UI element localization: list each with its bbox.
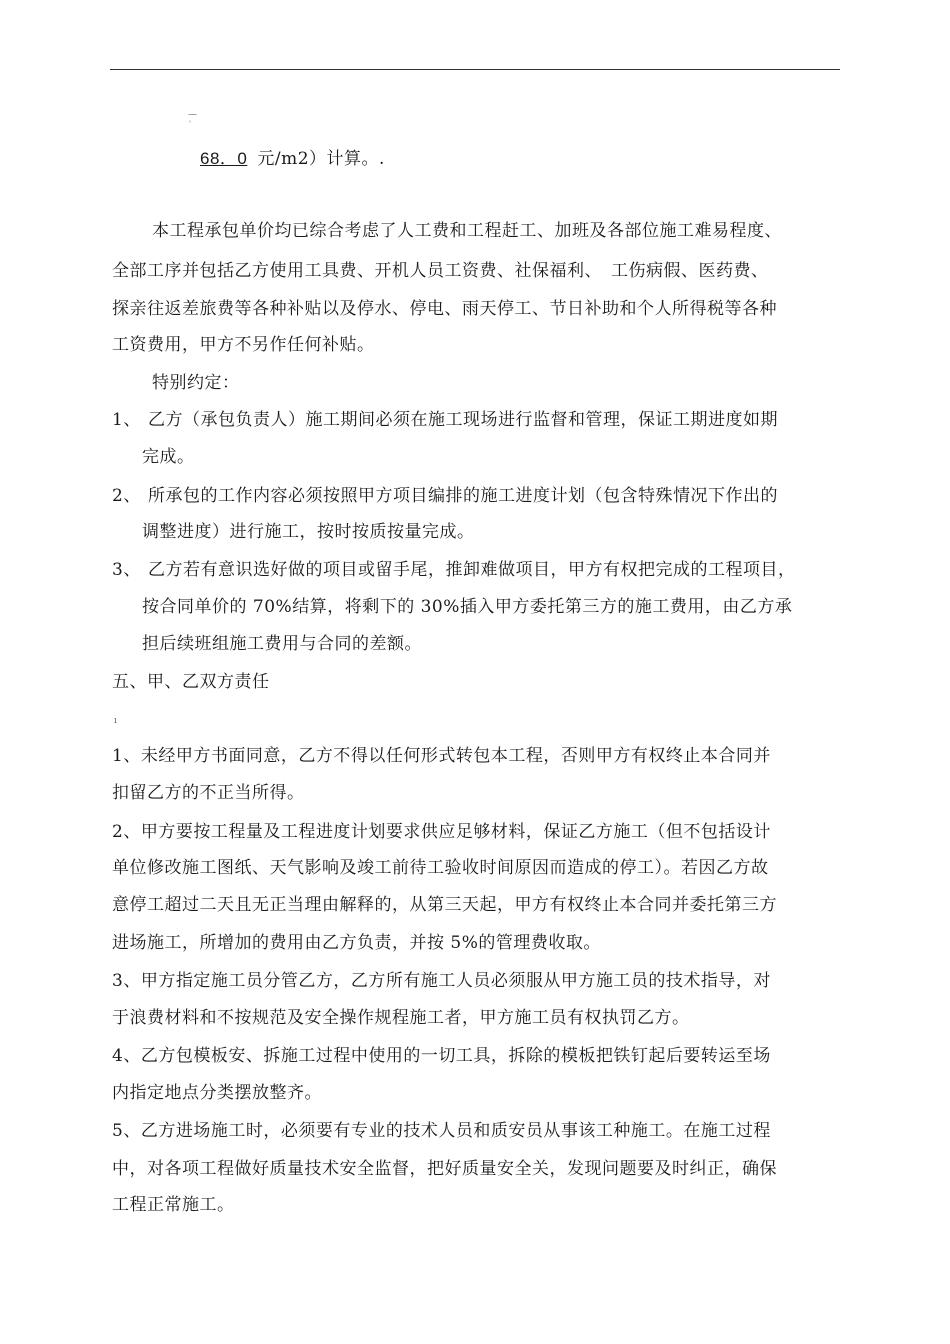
resp-item-4-line-1: 4、乙方包模板安、拆施工过程中使用的一切工具，拆除的模板把铁钉起后要转运至场 bbox=[112, 1046, 771, 1066]
special-item-2-line-2: 调整进度）进行施工，按时按质按量完成。 bbox=[142, 522, 475, 542]
special-item-1-line-2: 完成。 bbox=[142, 447, 195, 467]
header-mark: — bbox=[188, 110, 197, 120]
special-item-3-line-2: 按合同单价的 70%结算，将剩下的 30%插入甲方委托第三方的施工费用，由乙方承 bbox=[142, 597, 793, 617]
resp-item-1-line-2: 扣留乙方的不正当所得。 bbox=[112, 783, 305, 803]
resp-item-3-line-1: 3、甲方指定施工员分管乙方，乙方所有施工人员必须服从甲方施工员的技术指导，对 bbox=[112, 971, 771, 991]
para1-line-2: 全部工序并包括乙方使用工具费、开机人员工资费、社保福利、 工伤病假、医药费、 bbox=[112, 261, 769, 281]
resp-item-5-line-3: 工程正常施工。 bbox=[112, 1195, 235, 1215]
special-item-1-num: 1、 bbox=[112, 410, 141, 430]
resp-item-5-line-2: 中，对各项工程做好质量技术安全监督，把好质量安全关，发现问题要及时纠正，确保 bbox=[112, 1159, 777, 1179]
section5-mark: ı bbox=[114, 716, 117, 726]
resp-item-1-line-1: 1、未经甲方书面同意，乙方不得以任何形式转包本工程，否则甲方有权终止本合同并 bbox=[112, 746, 771, 766]
section5-title: 五、甲、乙双方责任 bbox=[112, 672, 270, 692]
resp-item-2-line-3: 意停工超过二天且无正当理由解释的，从第三天起，甲方有权终止本合同并委托第三方 bbox=[112, 895, 777, 915]
header-submark: ' bbox=[189, 120, 191, 128]
special-item-3-line-3: 担后续班组施工费用与合同的差额。 bbox=[142, 634, 422, 654]
special-title: 特别约定： bbox=[152, 373, 240, 393]
para1-line-4: 工资费用，甲方不另作任何补贴。 bbox=[112, 335, 375, 355]
header-rule bbox=[110, 69, 840, 70]
resp-item-2-line-1: 2、甲方要按工程量及工程进度计划要求供应足够材料，保证乙方施工（但不包括设计 bbox=[112, 822, 771, 842]
special-item-3-line-1: 乙方若有意识选好做的项目或留手尾，推卸难做项目，甲方有权把完成的工程项目， bbox=[148, 560, 796, 580]
special-item-1-line-1: 乙方（承包负责人）施工期间必须在施工现场进行监督和管理，保证工期进度如期 bbox=[148, 410, 778, 430]
para1-line-1: 本工程承包单价均已综合考虑了人工费和工程赶工、加班及各部位施工难易程度、 bbox=[152, 221, 782, 241]
unit-price-value: 68．0 bbox=[200, 149, 248, 168]
unit-price-text: 元/m2）计算。. bbox=[257, 149, 385, 169]
para1-line-3: 探亲往返差旅费等各种补贴以及停水、停电、雨天停工、节日补助和个人所得税等各种 bbox=[112, 299, 777, 319]
resp-item-5-line-1: 5、乙方进场施工时，必须要有专业的技术人员和质安员从事该工种施工。在施工过程 bbox=[112, 1121, 771, 1141]
price-line bbox=[188, 144, 385, 169]
resp-item-2-line-4: 进场施工，所增加的费用由乙方负责，并按 5%的管理费收取。 bbox=[112, 933, 601, 953]
special-item-3-num: 3、 bbox=[112, 560, 141, 580]
resp-item-2-line-2: 单位修改施工图纸、天气影响及竣工前待工验收时间原因而造成的停工）。若因乙方故 bbox=[112, 858, 769, 878]
special-item-2-num: 2、 bbox=[112, 486, 141, 506]
resp-item-4-line-2: 内指定地点分类摆放整齐。 bbox=[112, 1083, 322, 1103]
special-item-2-line-1: 所承包的工作内容必须按照甲方项目编排的施工进度计划（包含特殊情况下作出的 bbox=[148, 486, 778, 506]
resp-item-3-line-2: 于浪费材料和不按规范及安全操作规程施工者，甲方施工员有权执罚乙方。 bbox=[112, 1008, 690, 1028]
